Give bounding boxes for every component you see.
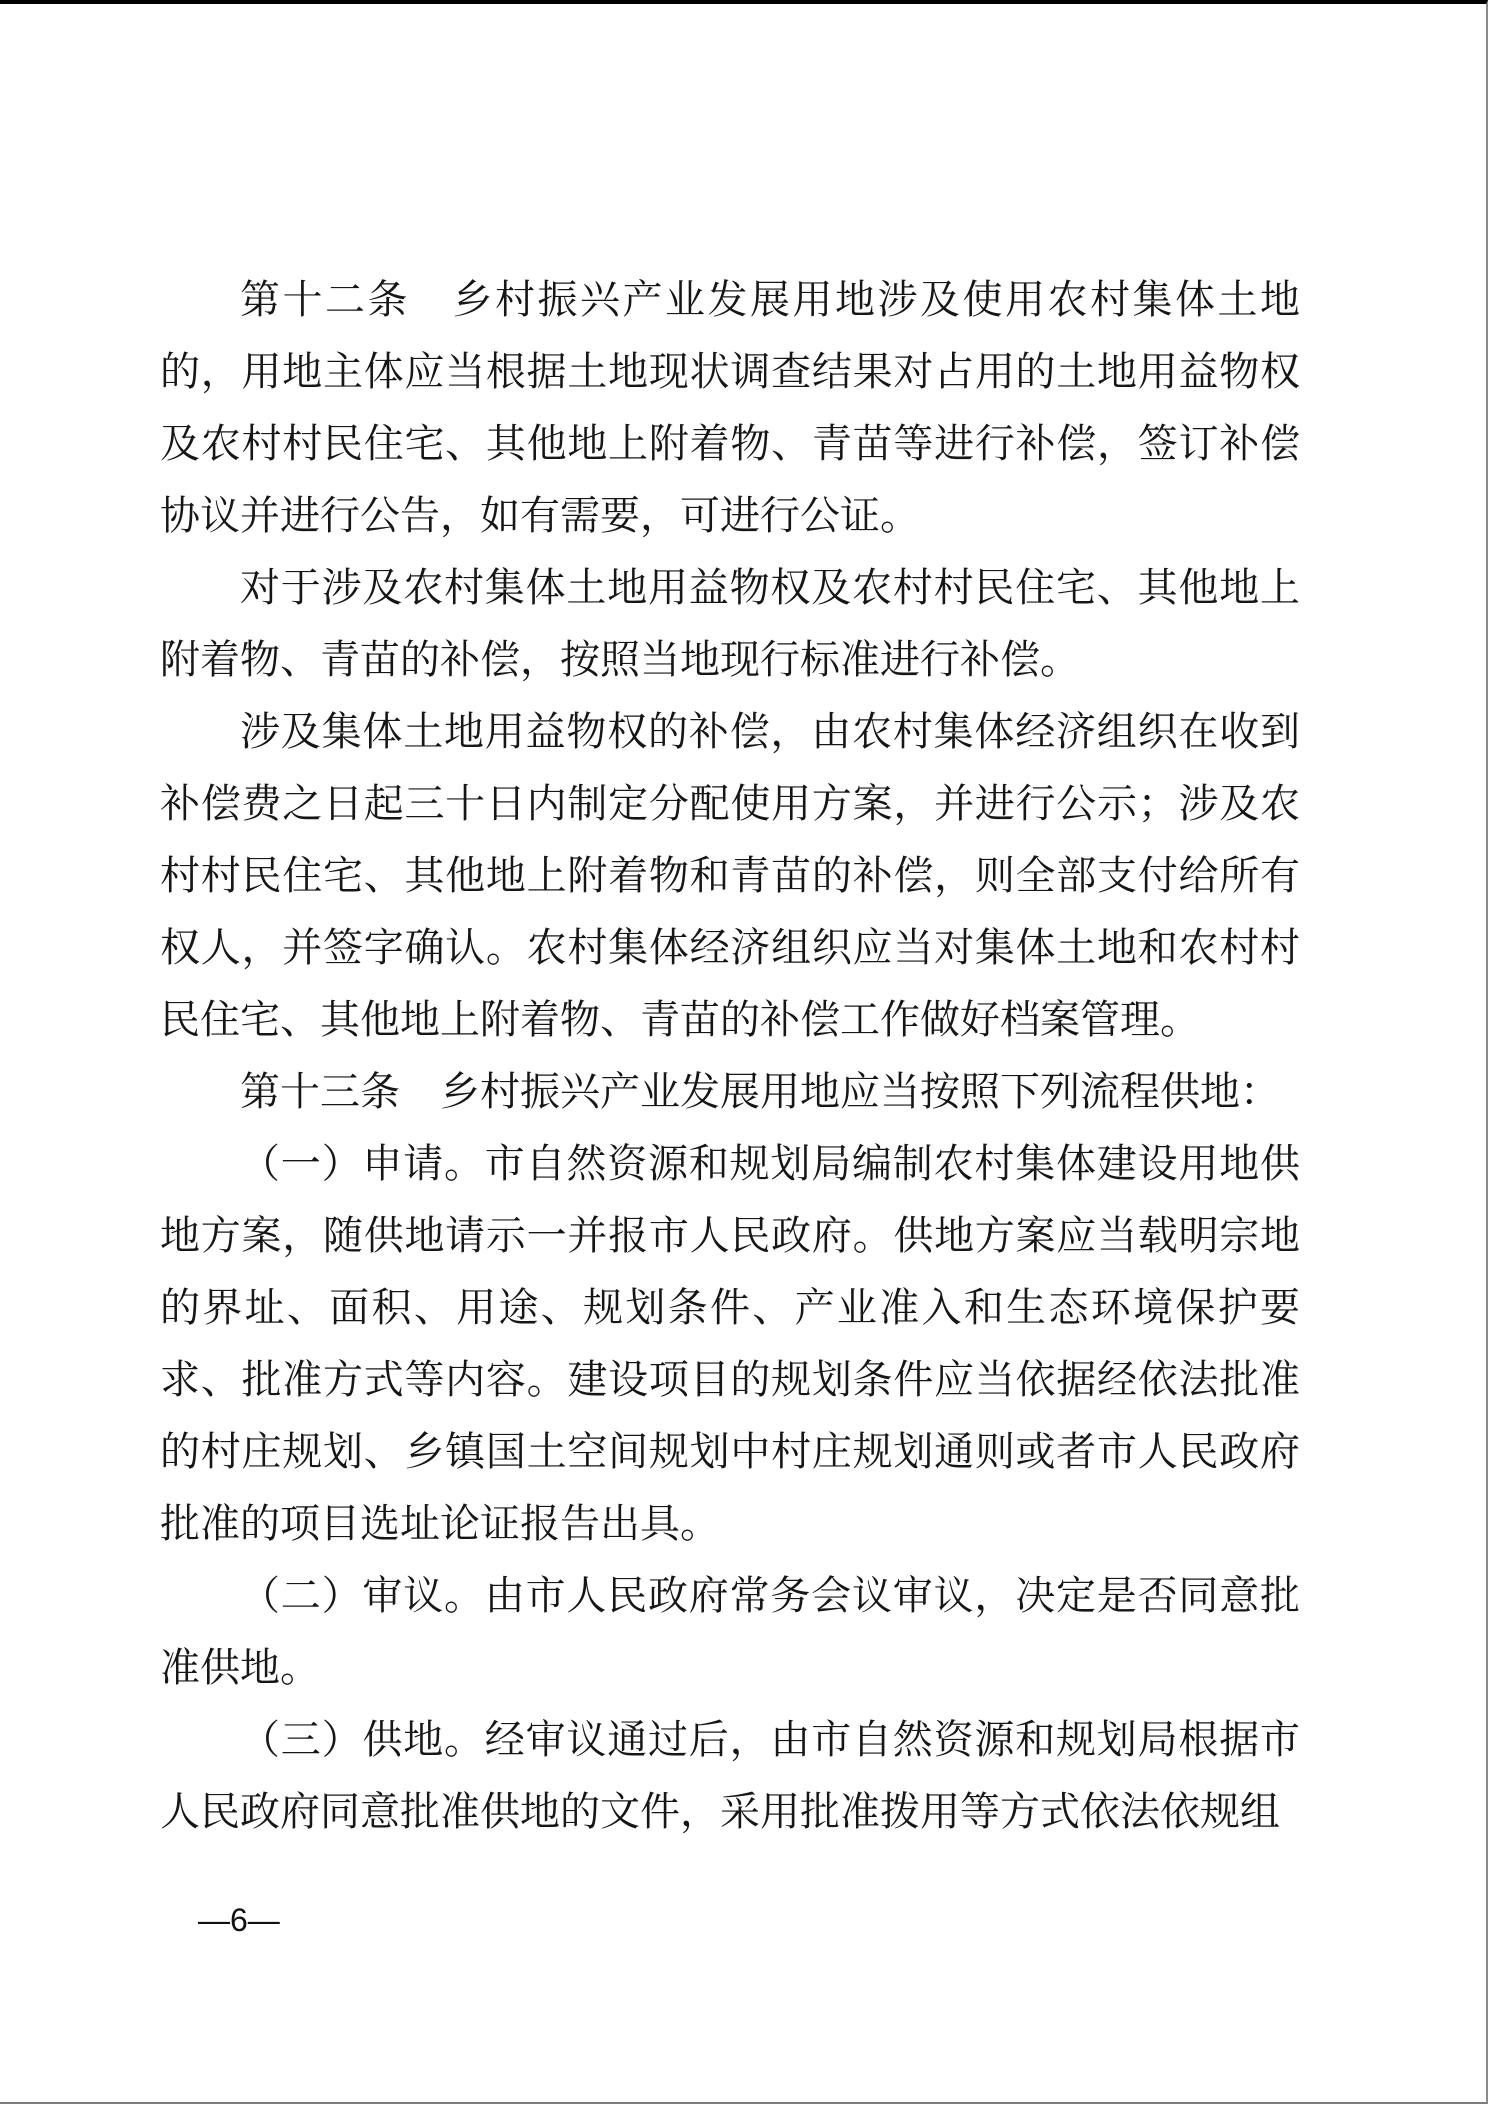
body-paragraph: 涉及集体土地用益物权的补偿，由农村集体经济组织在收到补偿费之日起三十日内制定分配使用方案，并进行公示；涉及农村村民住宅、其他地上附着物和青苗的补偿，则全部支付给所有权人，并签字确认。农村集体经济组织应当对集体土地和农村村民住宅、其他地上附着物、青苗的补偿工作做好档案管理。 (160, 709, 1300, 1042)
list-item-1-paragraph: （一）申请。市自然资源和规划局编制农村集体建设用地供地方案，随供地请示一并报市人民政府。供地方案应当载明宗地的界址、面积、用途、规划条件、产业准入和生态环境保护要求、批准方式等内容。建设项目的规划条件应当依据经依法批准的村庄规划、乡镇国土空间规划中村庄规划通则或者市人民政府批准的项目选址论证报告出具。 (160, 1141, 1300, 1546)
document-body (160, 264, 1300, 1848)
list-item-3-paragraph: （三）供地。经审议通过后，由市自然资源和规划局根据市人民政府同意批准供地的文件，采用批准拨用等方式依法依规组 (160, 1717, 1300, 1834)
list-item-2-paragraph: （二）审议。由市人民政府常务会议审议，决定是否同意批准供地。 (160, 1573, 1300, 1690)
article-12-paragraph: 第十二条 乡村振兴产业发展用地涉及使用农村集体土地的，用地主体应当根据土地现状调查结果对占用的土地用益物权及农村村民住宅、其他地上附着物、青苗等进行补偿，签订补偿协议并进行公告，如有需要，可进行公证。 (160, 277, 1300, 538)
page-number: —6— (198, 1902, 280, 1938)
body-paragraph: 对于涉及农村集体土地用益物权及农村村民住宅、其他地上附着物、青苗的补偿，按照当地现行标准进行补偿。 (160, 565, 1300, 682)
article-13-paragraph: 第十三条 乡村振兴产业发展用地应当按照下列流程供地： (240, 1069, 1280, 1114)
